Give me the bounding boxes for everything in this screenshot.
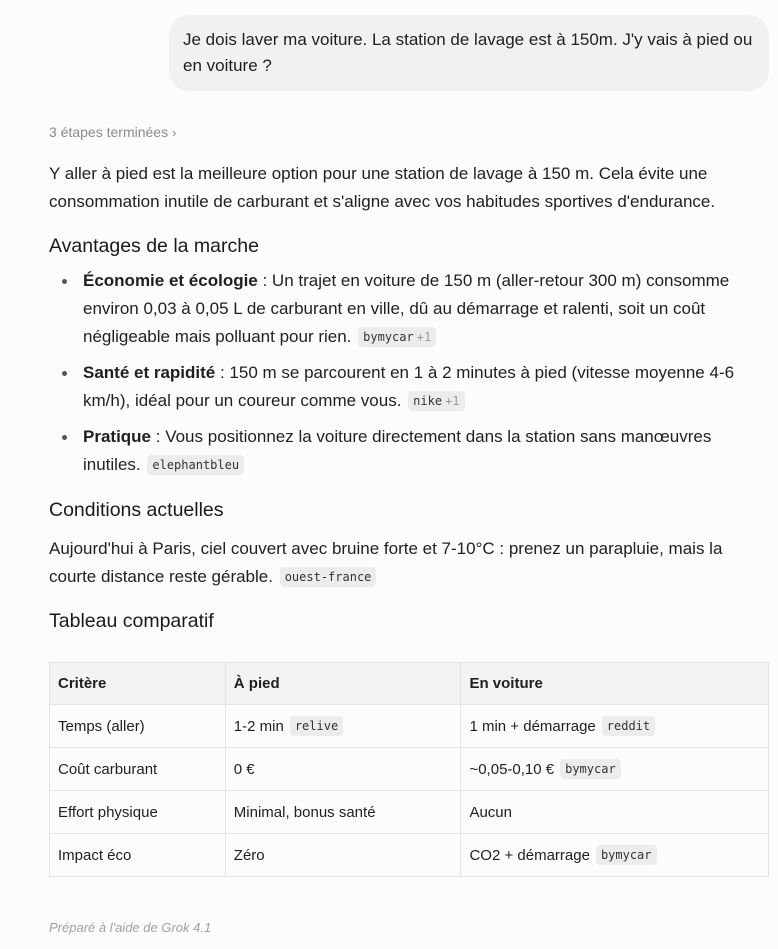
- list-item-lead: Santé et rapidité: [83, 363, 216, 382]
- comparison-table: [49, 662, 769, 877]
- column-header: Critère: [50, 663, 226, 705]
- table-row: [50, 705, 769, 748]
- source-chip[interactable]: ouest-france: [280, 567, 377, 587]
- user-message-bubble: [169, 15, 769, 91]
- section-heading-table: Tableau comparatif: [49, 610, 214, 632]
- steps-toggle[interactable]: [49, 124, 176, 140]
- source-chip[interactable]: bymycar: [560, 759, 621, 779]
- column-header: À pied: [225, 663, 461, 705]
- table-cell: Minimal, bonus santé: [225, 791, 461, 834]
- table-cell: Coût carburant: [50, 748, 226, 791]
- model-footer: Préparé à l'aide de Grok 4.1: [49, 920, 212, 935]
- assistant-answer: [49, 160, 764, 634]
- source-chip[interactable]: elephantbleu: [147, 455, 244, 475]
- table-row: [50, 834, 769, 877]
- source-chip[interactable]: nike +1: [408, 391, 464, 411]
- list-item-text: : Vous positionnez la voiture directement dans la station sans manœuvres inutiles.: [83, 427, 712, 474]
- table-cell: Effort physique: [50, 791, 226, 834]
- table-cell: Zéro: [225, 834, 461, 877]
- table-cell: 1-2 min relive: [225, 705, 461, 748]
- table-cell: Aucun: [461, 791, 769, 834]
- chevron-right-icon: ›: [172, 125, 177, 140]
- list-item: [49, 267, 764, 351]
- table-row: [50, 791, 769, 834]
- conditions-paragraph: Aujourd'hui à Paris, ciel couvert avec bruine forte et 7-10°C : prenez un parapluie, mais la courte distance reste gérable. ouest-france: [49, 539, 723, 586]
- table-cell: 0 €: [225, 748, 461, 791]
- list-item-lead: Économie et écologie: [83, 271, 258, 290]
- source-chip[interactable]: bymycar +1: [358, 327, 436, 347]
- advantages-list: [49, 267, 764, 479]
- list-item: [49, 423, 764, 479]
- list-item-text: : 150 m se parcourent en 1 à 2 minutes à pied (vitesse moyenne 4-6 km/h), idéal pour un coureur comme vous.: [83, 363, 735, 410]
- table-cell: ~0,05-0,10 € bymycar: [461, 748, 769, 791]
- table-cell: Impact éco: [50, 834, 226, 877]
- list-item: [49, 359, 764, 415]
- source-chip[interactable]: bymycar: [596, 845, 657, 865]
- list-item-text: : Un trajet en voiture de 150 m (aller-retour 300 m) consomme environ 0,03 à 0,05 L de carburant en ville, dû au démarrage et ralenti, soit un coût négligeable mais polluant pour rien.: [83, 271, 730, 346]
- source-chip[interactable]: relive: [290, 716, 343, 736]
- list-item-lead: Pratique: [83, 427, 152, 446]
- intro-paragraph: Y aller à pied est la meilleure option pour une station de lavage à 150 m. Cela évite une consommation inutile de carburant et s'aligne avec vos habitudes sportives d'endurance.: [49, 164, 716, 211]
- table-header-row: [50, 663, 769, 705]
- user-message-text: Je dois laver ma voiture. La station de lavage est à 150m. J'y vais à pied ou en voiture ?: [183, 30, 753, 75]
- section-heading-conditions: Conditions actuelles: [49, 499, 224, 521]
- table-cell: Temps (aller): [50, 705, 226, 748]
- table-cell: CO2 + démarrage bymycar: [461, 834, 769, 877]
- column-header: En voiture: [461, 663, 769, 705]
- steps-label: 3 étapes terminées: [49, 124, 169, 140]
- table-cell: 1 min + démarrage reddit: [461, 705, 769, 748]
- source-chip[interactable]: reddit: [602, 716, 655, 736]
- table-row: [50, 748, 769, 791]
- section-heading-advantages: Avantages de la marche: [49, 235, 259, 257]
